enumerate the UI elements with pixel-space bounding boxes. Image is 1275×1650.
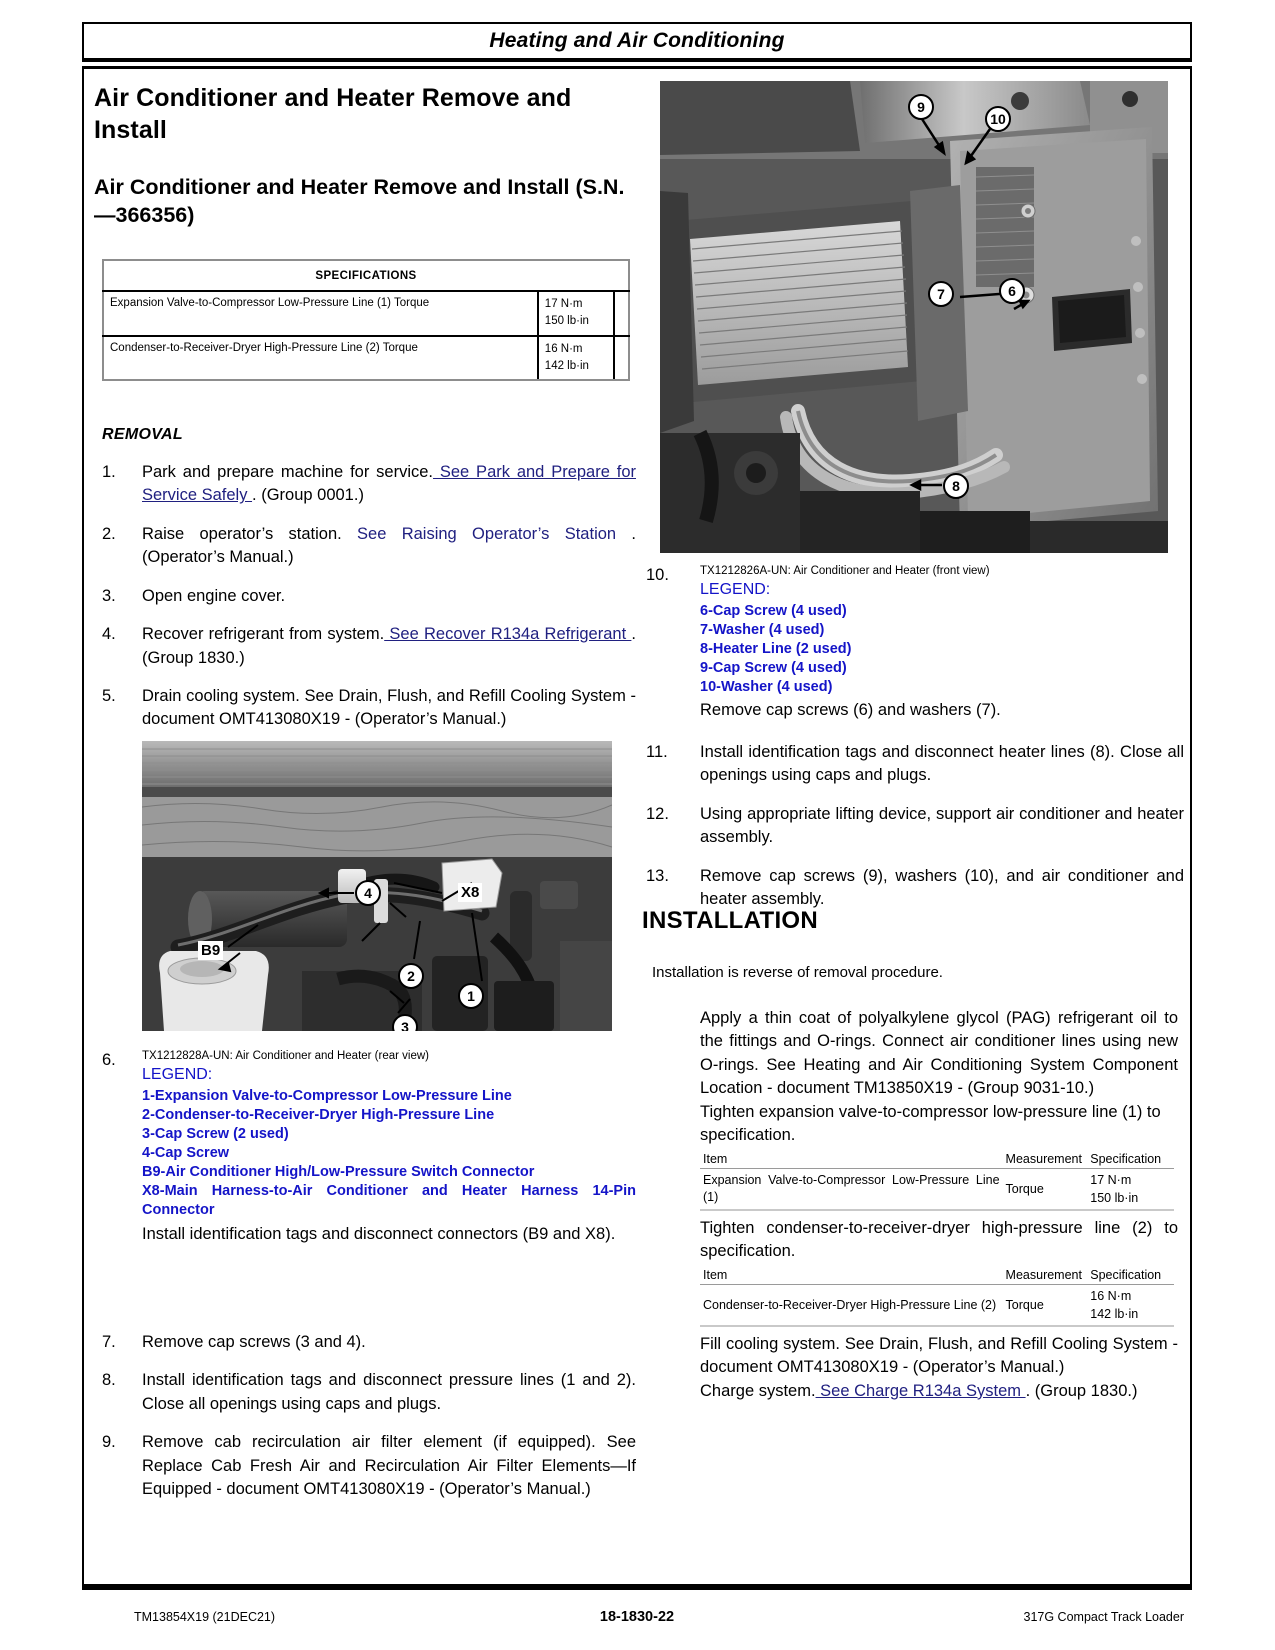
step-text-pre: Park and prepare machine for service.: [142, 463, 434, 481]
table-row: [103, 336, 629, 381]
step-text: Install identification tags and disconnect heater lines (8). Close all openings using caps and plugs.: [700, 743, 1184, 785]
step-text: [142, 461, 636, 508]
column-header-measurement: Measurement: [1003, 1151, 1088, 1169]
removal-steps-list: [94, 461, 636, 732]
step-number: 13.: [646, 866, 669, 885]
page-title: Air Conditioner and Heater Remove and Install: [94, 84, 572, 144]
legend-item: 2-Condenser-to-Receiver-Dryer High-Pressure Line: [142, 1106, 495, 1123]
spec-spacer-cell: [614, 291, 629, 336]
column-header-specification: Specification: [1087, 1267, 1174, 1285]
charge-text-pre: Charge system.: [700, 1381, 816, 1400]
figure-air-conditioner-heater-rear-view: [142, 741, 612, 1031]
section-title: Air Conditioner and Heater Remove and Install (S.N. —366356): [94, 175, 625, 227]
cell-item: Condenser-to-Receiver-Dryer High-Pressure Line (2): [700, 1284, 1003, 1326]
figure-caption: TX1212826A-UN: Air Conditioner and Heater (front view): [700, 565, 990, 577]
figure-front-view-artwork: [660, 81, 1168, 553]
list-item: [94, 461, 636, 508]
page-header: [82, 22, 1192, 62]
xref-link-raising-operators-station[interactable]: See Raising Operator’s Station: [357, 524, 632, 543]
legend-item: 4-Cap Screw: [142, 1145, 230, 1162]
step-number: 12.: [646, 804, 669, 823]
callout-3: 3: [392, 1014, 418, 1031]
step-text: Open engine cover.: [142, 586, 286, 605]
step-number: 7.: [102, 1333, 116, 1351]
step-text: Using appropriate lifting device, support air conditioner and heater assembly.: [700, 804, 1184, 847]
footer-manual-id: TM13854X19 (21DEC21): [134, 1610, 276, 1624]
cell-item: Expansion Valve-to-Compressor Low-Pressure Line (1): [700, 1168, 1003, 1210]
list-item: [94, 585, 636, 608]
legend-item: 9-Cap Screw (4 used): [700, 660, 847, 677]
step-text-pre: Raise operator’s station.: [142, 524, 358, 543]
list-item: [94, 685, 636, 732]
spec-value-imperial: 142 lb·in: [1090, 1306, 1139, 1321]
column-header-specification: Specification: [1087, 1151, 1174, 1169]
spec-value-imperial: 142 lb·in: [544, 359, 589, 372]
list-item: [642, 803, 1184, 850]
footer-divider: [82, 1586, 1192, 1590]
page-footer: [82, 1600, 1192, 1634]
spec-mini-table-low-pressure: [700, 1151, 1174, 1211]
legend-title: LEGEND:: [142, 1065, 213, 1083]
spec-value-metric: 16 N·m: [544, 342, 583, 355]
installation-heading: INSTALLATION: [642, 907, 819, 934]
installation-charge-paragraph: [700, 1380, 1178, 1403]
step-text-pre: Recover refrigerant from system.: [142, 625, 385, 644]
step-text: Install identification tags and disconnect pressure lines (1 and 2). Close all openings using caps and plugs.: [142, 1371, 636, 1413]
callout-6: 6: [999, 278, 1025, 304]
spec-mini-table-high-pressure: [700, 1267, 1174, 1327]
callout-2: 2: [398, 963, 424, 989]
column-header-measurement: Measurement: [1003, 1267, 1088, 1285]
callout-4: 4: [355, 880, 381, 906]
list-item: [642, 564, 1184, 723]
legend-title: LEGEND:: [700, 580, 771, 598]
spec-value: [538, 336, 614, 381]
footer-machine-model: 317G Compact Track Loader: [1023, 1610, 1184, 1624]
step-text-post: . (Group 1830.): [142, 625, 636, 667]
spec-spacer-cell: [614, 336, 629, 381]
step-text: [142, 523, 636, 570]
column-header-item: Item: [700, 1267, 1003, 1285]
figure-caption: TX1212828A-UN: Air Conditioner and Heater (rear view): [142, 1050, 429, 1062]
installation-paragraph: Tighten condenser-to-receiver-dryer high-pressure line (2) to specification.: [700, 1218, 1178, 1261]
step-number: 5.: [102, 686, 116, 705]
list-item: [642, 865, 1184, 912]
legend-item: 7-Washer (4 used): [700, 621, 825, 638]
page-body: [82, 66, 1192, 1586]
step-text: [142, 623, 636, 670]
list-item: [94, 523, 636, 570]
step-text-post: . (Operator’s Manual.): [142, 524, 636, 567]
cell-measurement: Torque: [1003, 1168, 1088, 1210]
spec-value-metric: 16 N·m: [1090, 1288, 1132, 1303]
step-number: 10.: [646, 566, 669, 584]
step-number: 8.: [102, 1371, 116, 1390]
installation-paragraph: Tighten expansion valve-to-compressor low-pressure line (1) to specification.: [700, 1102, 1161, 1145]
step-number: 11.: [646, 743, 668, 761]
spec-value: [538, 291, 614, 336]
spec-item: Expansion Valve-to-Compressor Low-Pressure Line (1) Torque: [103, 291, 538, 336]
table-header-row: [700, 1267, 1174, 1285]
installation-note: Installation is reverse of removal procedure.: [652, 964, 943, 981]
step-number: 3.: [102, 586, 116, 605]
cell-specification: [1087, 1284, 1174, 1326]
installation-paragraph: Apply a thin coat of polyalkylene glycol (PAG) refrigerant oil to the fittings and O-rings. Connect air conditioner lines using new O-rings. See Heating and Air Conditioning System Component Location - document TM13850X19 - (Group 9031-10.): [700, 1009, 1178, 1098]
xref-link-recover-r134a[interactable]: See Recover R134a Refrigerant: [384, 625, 632, 644]
list-item: [94, 1331, 636, 1354]
xref-link-park-prepare[interactable]: See Park and Prepare for Service Safely: [142, 463, 636, 505]
column-header-item: Item: [700, 1151, 1003, 1169]
step-text: Install identification tags and disconnect connectors (B9 and X8).: [142, 1224, 616, 1243]
step-number: 9.: [102, 1433, 116, 1452]
step-text: Remove cap screws (9), washers (10), and air conditioner and heater assembly.: [700, 866, 1184, 909]
table-row: [700, 1284, 1174, 1326]
callout-1: 1: [458, 983, 484, 1009]
callout-X8: X8: [458, 883, 482, 902]
specifications-table: [102, 259, 630, 381]
list-item: [642, 741, 1184, 788]
step-text: Drain cooling system. See Drain, Flush, and Refill Cooling System - document OMT413080X19 - (Operator’s Manual.): [142, 686, 636, 729]
legend-item: 6-Cap Screw (4 used): [700, 602, 847, 619]
legend-item: X8-Main Harness-to-Air Conditioner and Heater Harness 14-Pin Connector: [142, 1183, 636, 1219]
table-header-row: [700, 1151, 1174, 1169]
legend-item: B9-Air Conditioner High/Low-Pressure Switch Connector: [142, 1164, 535, 1181]
step-number: 6.: [102, 1051, 116, 1069]
charge-text-post: . (Group 1830.): [1025, 1381, 1138, 1400]
step-number: 1.: [102, 463, 116, 481]
installation-fill-paragraph: Fill cooling system. See Drain, Flush, and Refill Cooling System - document OMT413080X19 - (Operator’s Manual.): [700, 1334, 1178, 1377]
figure-air-conditioner-heater-front-view: [660, 81, 1168, 553]
cell-measurement: Torque: [1003, 1284, 1088, 1326]
step-text-post: . (Group 0001.): [252, 486, 364, 505]
footer-page-number: 18-1830-22: [599, 1609, 675, 1625]
xref-link-charge-r134a[interactable]: See Charge R134a System: [815, 1381, 1026, 1400]
spec-value-metric: 17 N·m: [544, 298, 583, 310]
callout-8: 8: [943, 473, 969, 499]
list-item: [94, 1369, 636, 1416]
specifications-title: SPECIFICATIONS: [103, 260, 629, 291]
removal-label: REMOVAL: [102, 426, 183, 443]
table-row: [700, 1168, 1174, 1210]
step-text: Remove cap screws (6) and washers (7).: [700, 701, 1001, 720]
spec-value-imperial: 150 lb·in: [544, 315, 589, 328]
list-item: [94, 1049, 636, 1246]
legend-item: 3-Cap Screw (2 used): [142, 1125, 289, 1142]
legend-list: [142, 1087, 636, 1221]
legend-item: 1-Expansion Valve-to-Compressor Low-Pressure Line: [142, 1087, 512, 1104]
cell-specification: [1087, 1168, 1174, 1210]
table-header-row: [103, 260, 629, 291]
list-item: [94, 623, 636, 670]
callout-10: 10: [985, 106, 1011, 132]
callout-B9: B9: [198, 941, 223, 960]
step-text: Remove cab recirculation air filter element (if equipped). See Replace Cab Fresh Air and Recirculation Air Filter Elements—If Equipped - document OMT413080X19 - (Operator’s Manual.): [142, 1433, 636, 1499]
spec-value-imperial: 150 lb·in: [1090, 1190, 1139, 1205]
table-row: [103, 291, 629, 336]
legend-item: 8-Heater Line (2 used): [700, 640, 852, 657]
callout-9: 9: [908, 94, 934, 120]
list-item: [94, 1431, 636, 1501]
spec-value-metric: 17 N·m: [1090, 1172, 1132, 1187]
legend-item: 10-Washer (4 used): [700, 679, 833, 696]
step-number: 2.: [102, 524, 116, 543]
step-text: Remove cap screws (3 and 4).: [142, 1333, 366, 1351]
page-header-title: Heating and Air Conditioning: [489, 29, 785, 52]
spec-item: Condenser-to-Receiver-Dryer High-Pressure Line (2) Torque: [103, 336, 538, 381]
legend-list: [700, 602, 1184, 698]
removal-steps-list-tail: [94, 1331, 636, 1502]
step-number: 4.: [102, 625, 116, 644]
removal-steps-list-right: [642, 741, 1184, 912]
callout-7: 7: [928, 281, 954, 307]
